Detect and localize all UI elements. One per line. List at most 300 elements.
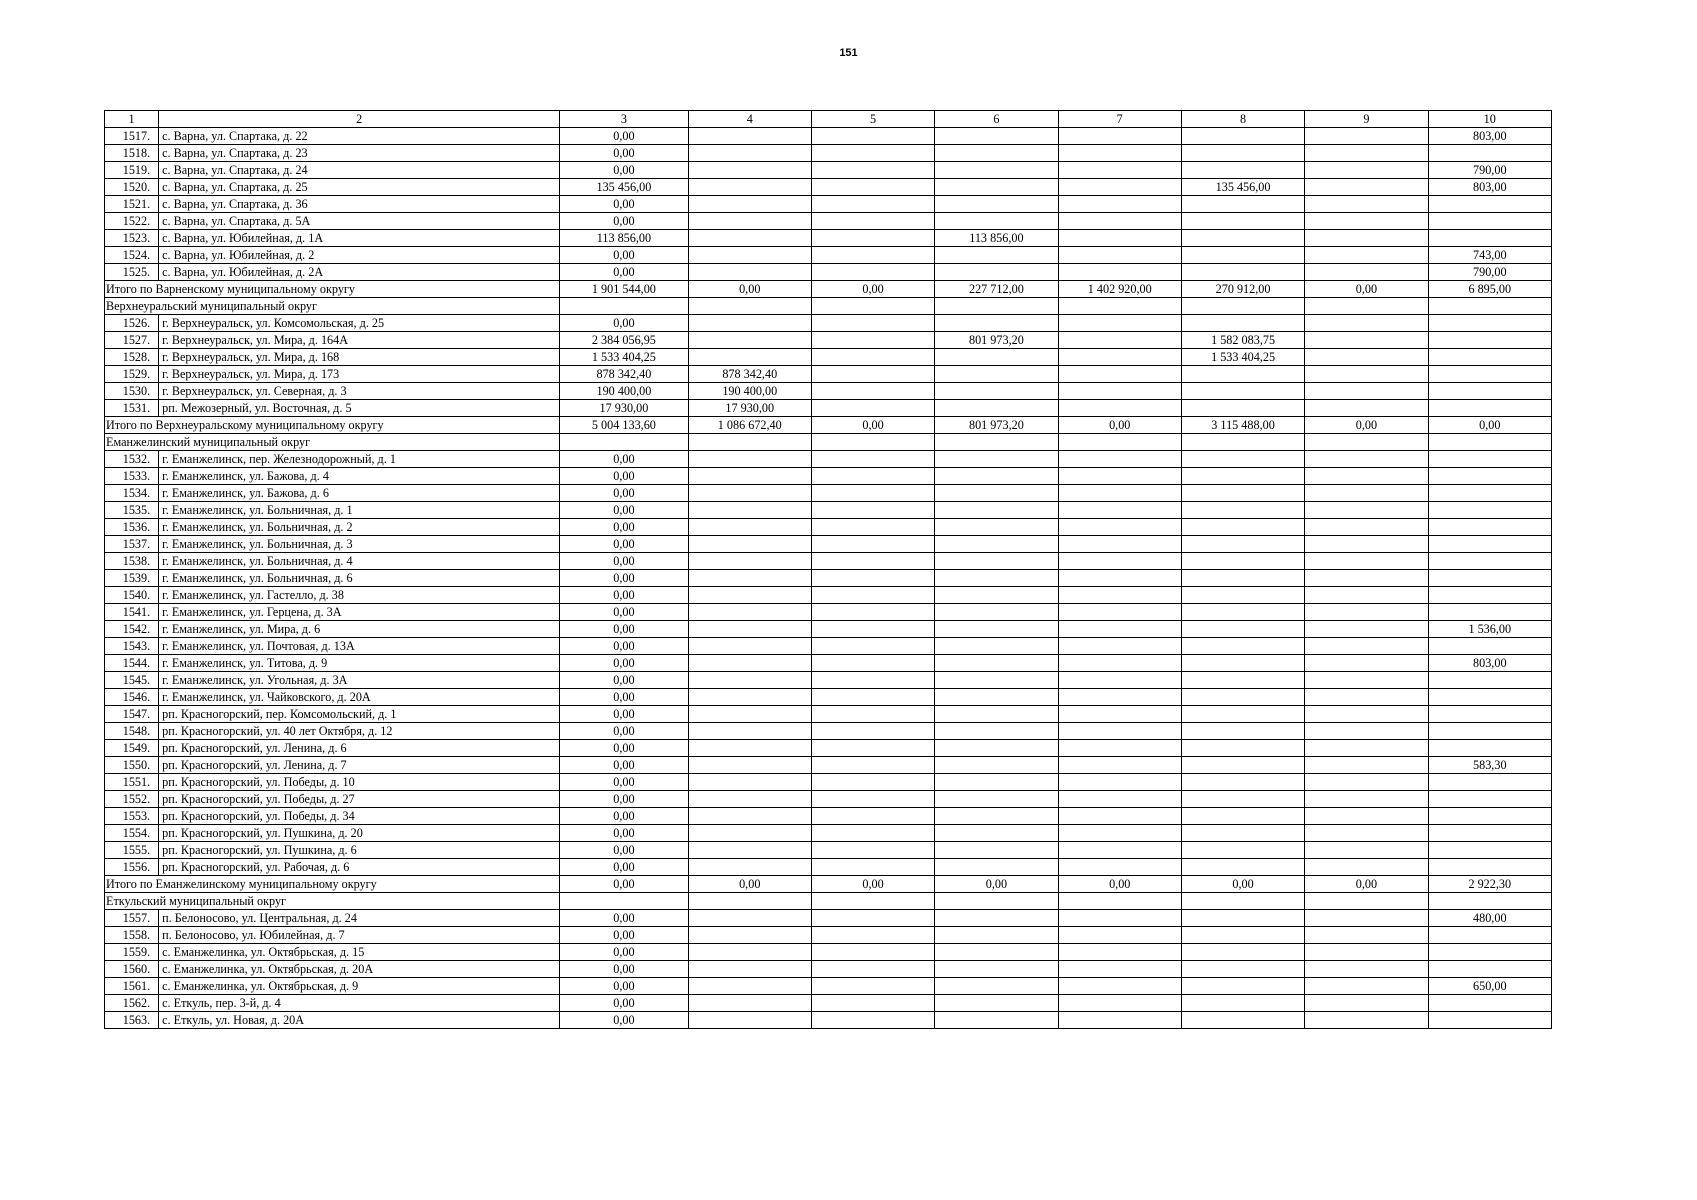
amount-cell-c5	[811, 570, 934, 587]
address-cell: г. Еманжелинск, ул. Больничная, д. 1	[159, 502, 560, 519]
amount-cell-c8	[1181, 621, 1304, 638]
amount-cell-c5	[811, 757, 934, 774]
column-header: 5	[811, 111, 934, 128]
amount-cell-c4	[688, 587, 811, 604]
amount-cell-c3: 0,00	[560, 451, 688, 468]
column-header: 10	[1428, 111, 1551, 128]
amount-cell-c7	[1058, 808, 1181, 825]
amount-cell-c6	[935, 587, 1058, 604]
table-row	[105, 196, 1552, 213]
amount-cell-c9	[1305, 961, 1428, 978]
empty-cell	[560, 434, 688, 451]
address-cell: рп. Красногорский, пер. Комсомольский, д. 1	[159, 706, 560, 723]
column-header: 9	[1305, 111, 1428, 128]
amount-cell-c5	[811, 502, 934, 519]
amount-cell-c4: 190 400,00	[688, 383, 811, 400]
amount-cell-c7	[1058, 944, 1181, 961]
amount-cell-c5	[811, 247, 934, 264]
amount-cell-c8	[1181, 468, 1304, 485]
address-cell: рп. Красногорский, ул. Победы, д. 34	[159, 808, 560, 825]
amount-cell-c8	[1181, 944, 1304, 961]
amount-cell-c9	[1305, 128, 1428, 145]
amount-cell-c5	[811, 825, 934, 842]
amount-cell-c8	[1181, 400, 1304, 417]
amount-cell-c10: 480,00	[1428, 910, 1551, 927]
table-row	[105, 621, 1552, 638]
amount-cell-c4	[688, 927, 811, 944]
total-cell-c4: 0,00	[688, 281, 811, 298]
amount-cell-c4	[688, 247, 811, 264]
amount-cell-c8	[1181, 825, 1304, 842]
total-cell-c10: 6 895,00	[1428, 281, 1551, 298]
amount-cell-c6	[935, 655, 1058, 672]
total-row	[105, 281, 1552, 298]
amount-cell-c5	[811, 978, 934, 995]
total-cell-c9: 0,00	[1305, 876, 1428, 893]
amount-cell-c5	[811, 842, 934, 859]
amount-cell-c8	[1181, 247, 1304, 264]
table-row	[105, 944, 1552, 961]
amount-cell-c3: 0,00	[560, 162, 688, 179]
amount-cell-c5	[811, 706, 934, 723]
amount-cell-c6	[935, 723, 1058, 740]
address-cell: п. Белоносово, ул. Центральная, д. 24	[159, 910, 560, 927]
total-cell-c5: 0,00	[811, 876, 934, 893]
amount-cell-c3: 0,00	[560, 655, 688, 672]
address-cell: с. Еткуль, пер. 3-й, д. 4	[159, 995, 560, 1012]
amount-cell-c7	[1058, 264, 1181, 281]
amount-cell-c5	[811, 179, 934, 196]
total-cell-c4: 1 086 672,40	[688, 417, 811, 434]
row-number: 1521.	[105, 196, 159, 213]
amount-cell-c3: 0,00	[560, 995, 688, 1012]
amount-cell-c3: 0,00	[560, 570, 688, 587]
amount-cell-c5	[811, 944, 934, 961]
amount-cell-c9	[1305, 757, 1428, 774]
table-row	[105, 213, 1552, 230]
row-number: 1560.	[105, 961, 159, 978]
amount-cell-c10: 650,00	[1428, 978, 1551, 995]
address-cell: г. Еманжелинск, ул. Бажова, д. 6	[159, 485, 560, 502]
amount-cell-c9	[1305, 791, 1428, 808]
empty-cell	[560, 298, 688, 315]
empty-cell	[688, 893, 811, 910]
amount-cell-c4	[688, 842, 811, 859]
amount-cell-c7	[1058, 978, 1181, 995]
amount-cell-c10	[1428, 519, 1551, 536]
column-header: 6	[935, 111, 1058, 128]
amount-cell-c7	[1058, 536, 1181, 553]
amount-cell-c6	[935, 553, 1058, 570]
amount-cell-c9	[1305, 672, 1428, 689]
amount-cell-c10	[1428, 808, 1551, 825]
amount-cell-c5	[811, 383, 934, 400]
row-number: 1519.	[105, 162, 159, 179]
amount-cell-c9	[1305, 145, 1428, 162]
amount-cell-c3: 0,00	[560, 519, 688, 536]
amount-cell-c10	[1428, 825, 1551, 842]
amount-cell-c3: 0,00	[560, 910, 688, 927]
amount-cell-c10	[1428, 859, 1551, 876]
amount-cell-c3: 0,00	[560, 978, 688, 995]
address-cell: г. Еманжелинск, ул. Герцена, д. 3А	[159, 604, 560, 621]
amount-cell-c7	[1058, 1012, 1181, 1029]
amount-cell-c4	[688, 859, 811, 876]
amount-cell-c9	[1305, 859, 1428, 876]
amount-cell-c10	[1428, 706, 1551, 723]
amount-cell-c5	[811, 519, 934, 536]
amount-cell-c6	[935, 859, 1058, 876]
amount-cell-c4	[688, 502, 811, 519]
empty-cell	[811, 434, 934, 451]
address-cell: с. Еманжелинка, ул. Октябрьская, д. 9	[159, 978, 560, 995]
total-cell-c6: 801 973,20	[935, 417, 1058, 434]
amount-cell-c9	[1305, 230, 1428, 247]
amount-cell-c4	[688, 570, 811, 587]
empty-cell	[560, 893, 688, 910]
section-row	[105, 434, 1552, 451]
amount-cell-c3: 0,00	[560, 468, 688, 485]
amount-cell-c3: 0,00	[560, 706, 688, 723]
column-header: 1	[105, 111, 159, 128]
table-row	[105, 485, 1552, 502]
amount-cell-c5	[811, 315, 934, 332]
amount-cell-c6	[935, 672, 1058, 689]
amount-cell-c3: 135 456,00	[560, 179, 688, 196]
amount-cell-c4	[688, 825, 811, 842]
amount-cell-c7	[1058, 349, 1181, 366]
empty-cell	[1305, 298, 1428, 315]
amount-cell-c4	[688, 519, 811, 536]
section-row	[105, 893, 1552, 910]
amount-cell-c10	[1428, 451, 1551, 468]
amount-cell-c9	[1305, 247, 1428, 264]
amount-cell-c8	[1181, 740, 1304, 757]
amount-cell-c5	[811, 740, 934, 757]
amount-cell-c7	[1058, 961, 1181, 978]
amount-cell-c8	[1181, 808, 1304, 825]
amount-cell-c9	[1305, 655, 1428, 672]
amount-cell-c8	[1181, 859, 1304, 876]
amount-cell-c4	[688, 944, 811, 961]
amount-cell-c7	[1058, 638, 1181, 655]
address-cell: рп. Красногорский, ул. Рабочая, д. 6	[159, 859, 560, 876]
table-row	[105, 349, 1552, 366]
amount-cell-c9	[1305, 485, 1428, 502]
amount-cell-c8	[1181, 162, 1304, 179]
amount-cell-c8	[1181, 655, 1304, 672]
amount-cell-c8	[1181, 315, 1304, 332]
empty-cell	[1181, 434, 1304, 451]
table-row	[105, 978, 1552, 995]
table-row	[105, 587, 1552, 604]
amount-cell-c8	[1181, 927, 1304, 944]
column-header: 8	[1181, 111, 1304, 128]
row-number: 1539.	[105, 570, 159, 587]
address-cell: г. Верхнеуральск, ул. Мира, д. 173	[159, 366, 560, 383]
amount-cell-c10	[1428, 791, 1551, 808]
amount-cell-c4	[688, 672, 811, 689]
amount-cell-c5	[811, 485, 934, 502]
address-cell: г. Еманжелинск, ул. Титова, д. 9	[159, 655, 560, 672]
amount-cell-c9	[1305, 519, 1428, 536]
amount-cell-c10	[1428, 842, 1551, 859]
address-cell: г. Верхнеуральск, ул. Комсомольская, д. 25	[159, 315, 560, 332]
amount-cell-c3: 0,00	[560, 145, 688, 162]
amount-cell-c3: 0,00	[560, 859, 688, 876]
amount-cell-c4	[688, 638, 811, 655]
amount-cell-c6	[935, 400, 1058, 417]
amount-cell-c4	[688, 349, 811, 366]
amount-cell-c4	[688, 689, 811, 706]
amount-cell-c10	[1428, 995, 1551, 1012]
amount-cell-c7	[1058, 332, 1181, 349]
empty-cell	[1305, 893, 1428, 910]
amount-cell-c4	[688, 179, 811, 196]
amount-cell-c9	[1305, 264, 1428, 281]
amount-cell-c9	[1305, 1012, 1428, 1029]
amount-cell-c4	[688, 230, 811, 247]
amount-cell-c9	[1305, 587, 1428, 604]
address-cell: г. Верхнеуральск, ул. Мира, д. 168	[159, 349, 560, 366]
amount-cell-c5	[811, 213, 934, 230]
total-cell-c4: 0,00	[688, 876, 811, 893]
amount-cell-c3: 0,00	[560, 808, 688, 825]
amount-cell-c9	[1305, 553, 1428, 570]
address-cell: рп. Красногорский, ул. Победы, д. 27	[159, 791, 560, 808]
amount-cell-c4	[688, 128, 811, 145]
section-row	[105, 298, 1552, 315]
amount-cell-c6	[935, 944, 1058, 961]
amount-cell-c8	[1181, 961, 1304, 978]
empty-cell	[1058, 893, 1181, 910]
amount-cell-c6	[935, 264, 1058, 281]
amount-cell-c4	[688, 740, 811, 757]
table-row	[105, 995, 1552, 1012]
row-number: 1536.	[105, 519, 159, 536]
amount-cell-c9	[1305, 162, 1428, 179]
amount-cell-c4	[688, 808, 811, 825]
total-cell-c8: 3 115 488,00	[1181, 417, 1304, 434]
amount-cell-c4: 878 342,40	[688, 366, 811, 383]
amount-cell-c10	[1428, 196, 1551, 213]
address-cell: рп. Межозерный, ул. Восточная, д. 5	[159, 400, 560, 417]
amount-cell-c7	[1058, 519, 1181, 536]
amount-cell-c6	[935, 961, 1058, 978]
amount-cell-c9	[1305, 842, 1428, 859]
amount-cell-c6	[935, 451, 1058, 468]
total-cell-c8: 270 912,00	[1181, 281, 1304, 298]
amount-cell-c9	[1305, 927, 1428, 944]
amount-cell-c6	[935, 910, 1058, 927]
amount-cell-c8	[1181, 1012, 1304, 1029]
amount-cell-c8	[1181, 604, 1304, 621]
amount-cell-c6	[935, 757, 1058, 774]
amount-cell-c5	[811, 349, 934, 366]
amount-cell-c6	[935, 825, 1058, 842]
column-header: 2	[159, 111, 560, 128]
empty-cell	[811, 298, 934, 315]
row-number: 1531.	[105, 400, 159, 417]
amount-cell-c6	[935, 740, 1058, 757]
row-number: 1558.	[105, 927, 159, 944]
amount-cell-c4	[688, 162, 811, 179]
amount-cell-c10	[1428, 570, 1551, 587]
table-row	[105, 825, 1552, 842]
total-cell-c9: 0,00	[1305, 417, 1428, 434]
table-row	[105, 927, 1552, 944]
table-row	[105, 842, 1552, 859]
amount-cell-c3: 0,00	[560, 553, 688, 570]
address-cell: г. Еманжелинск, ул. Больничная, д. 6	[159, 570, 560, 587]
amount-cell-c6	[935, 468, 1058, 485]
amount-cell-c8	[1181, 672, 1304, 689]
amount-cell-c9	[1305, 774, 1428, 791]
amount-cell-c8	[1181, 638, 1304, 655]
row-number: 1538.	[105, 553, 159, 570]
total-row	[105, 876, 1552, 893]
row-number: 1547.	[105, 706, 159, 723]
amount-cell-c9	[1305, 723, 1428, 740]
table-row	[105, 808, 1552, 825]
amount-cell-c6	[935, 179, 1058, 196]
amount-cell-c5	[811, 961, 934, 978]
table-row	[105, 264, 1552, 281]
amount-cell-c8	[1181, 196, 1304, 213]
address-cell: рп. Красногорский, ул. Ленина, д. 6	[159, 740, 560, 757]
row-number: 1546.	[105, 689, 159, 706]
amount-cell-c5	[811, 995, 934, 1012]
amount-cell-c7	[1058, 383, 1181, 400]
amount-cell-c4	[688, 1012, 811, 1029]
amount-cell-c6	[935, 519, 1058, 536]
total-cell-c10: 2 922,30	[1428, 876, 1551, 893]
amount-cell-c4	[688, 468, 811, 485]
row-number: 1525.	[105, 264, 159, 281]
row-number: 1553.	[105, 808, 159, 825]
amount-cell-c7	[1058, 196, 1181, 213]
row-number: 1548.	[105, 723, 159, 740]
amount-cell-c7	[1058, 757, 1181, 774]
row-number: 1551.	[105, 774, 159, 791]
amount-cell-c7	[1058, 502, 1181, 519]
row-number: 1522.	[105, 213, 159, 230]
amount-cell-c6	[935, 536, 1058, 553]
total-cell-c7: 0,00	[1058, 876, 1181, 893]
amount-cell-c10	[1428, 230, 1551, 247]
row-number: 1561.	[105, 978, 159, 995]
empty-cell	[1428, 893, 1551, 910]
total-row	[105, 417, 1552, 434]
amount-cell-c8	[1181, 502, 1304, 519]
section-label: Верхнеуральский муниципальный округ	[105, 298, 560, 315]
row-number: 1520.	[105, 179, 159, 196]
amount-cell-c6	[935, 604, 1058, 621]
amount-cell-c3: 0,00	[560, 774, 688, 791]
table-row	[105, 638, 1552, 655]
amount-cell-c4: 17 930,00	[688, 400, 811, 417]
amount-cell-c8	[1181, 145, 1304, 162]
amount-cell-c8	[1181, 842, 1304, 859]
address-cell: рп. Красногорский, ул. Пушкина, д. 20	[159, 825, 560, 842]
amount-cell-c7	[1058, 604, 1181, 621]
address-cell: г. Верхнеуральск, ул. Северная, д. 3	[159, 383, 560, 400]
amount-cell-c7	[1058, 774, 1181, 791]
address-cell: г. Еманжелинск, ул. Угольная, д. 3А	[159, 672, 560, 689]
amount-cell-c3: 0,00	[560, 944, 688, 961]
total-cell-c5: 0,00	[811, 281, 934, 298]
amount-cell-c9	[1305, 825, 1428, 842]
total-cell-c6: 0,00	[935, 876, 1058, 893]
amount-cell-c4	[688, 213, 811, 230]
amount-cell-c4	[688, 706, 811, 723]
amount-cell-c6	[935, 128, 1058, 145]
amount-cell-c3: 0,00	[560, 247, 688, 264]
amount-cell-c6	[935, 842, 1058, 859]
amount-cell-c10	[1428, 485, 1551, 502]
amount-cell-c9	[1305, 604, 1428, 621]
amount-cell-c10	[1428, 468, 1551, 485]
amount-cell-c5	[811, 332, 934, 349]
amount-cell-c10	[1428, 740, 1551, 757]
amount-cell-c10	[1428, 145, 1551, 162]
address-cell: с. Варна, ул. Спартака, д. 36	[159, 196, 560, 213]
table-row	[105, 553, 1552, 570]
total-cell-c7: 0,00	[1058, 417, 1181, 434]
address-cell: рп. Красногорский, ул. Победы, д. 10	[159, 774, 560, 791]
total-cell-c7: 1 402 920,00	[1058, 281, 1181, 298]
amount-cell-c4	[688, 485, 811, 502]
amount-cell-c7	[1058, 366, 1181, 383]
amount-cell-c5	[811, 927, 934, 944]
row-number: 1532.	[105, 451, 159, 468]
amount-cell-c4	[688, 621, 811, 638]
row-number: 1562.	[105, 995, 159, 1012]
amount-cell-c6	[935, 689, 1058, 706]
amount-cell-c5	[811, 859, 934, 876]
amount-cell-c5	[811, 162, 934, 179]
amount-cell-c8	[1181, 774, 1304, 791]
amount-cell-c9	[1305, 366, 1428, 383]
table-row	[105, 451, 1552, 468]
amount-cell-c7	[1058, 859, 1181, 876]
table-row	[105, 502, 1552, 519]
table-row	[105, 689, 1552, 706]
amount-cell-c4	[688, 604, 811, 621]
address-cell: с. Варна, ул. Юбилейная, д. 2А	[159, 264, 560, 281]
amount-cell-c9	[1305, 978, 1428, 995]
amount-cell-c3: 0,00	[560, 927, 688, 944]
table-row	[105, 468, 1552, 485]
address-cell: с. Варна, ул. Спартака, д. 5А	[159, 213, 560, 230]
amount-cell-c6	[935, 774, 1058, 791]
amount-cell-c5	[811, 587, 934, 604]
amount-cell-c3: 0,00	[560, 604, 688, 621]
amount-cell-c5	[811, 145, 934, 162]
amount-cell-c6	[935, 162, 1058, 179]
amount-cell-c9	[1305, 910, 1428, 927]
row-number: 1517.	[105, 128, 159, 145]
amount-cell-c5	[811, 400, 934, 417]
row-number: 1555.	[105, 842, 159, 859]
row-number: 1524.	[105, 247, 159, 264]
amount-cell-c10	[1428, 502, 1551, 519]
amount-cell-c3: 0,00	[560, 723, 688, 740]
amount-cell-c5	[811, 774, 934, 791]
amount-cell-c7	[1058, 230, 1181, 247]
amount-cell-c3: 0,00	[560, 791, 688, 808]
address-cell: г. Еманжелинск, пер. Железнодорожный, д. 1	[159, 451, 560, 468]
